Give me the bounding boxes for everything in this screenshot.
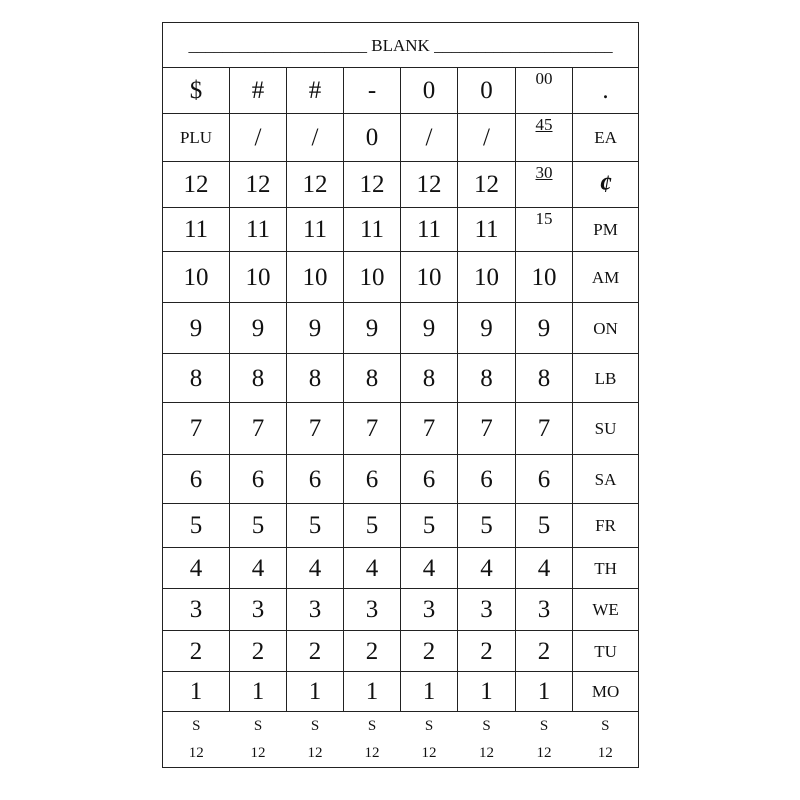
cell-text: 6 (422, 465, 436, 493)
grid-cell (230, 403, 287, 455)
grid-cell (344, 303, 401, 354)
grid-cell (516, 672, 573, 712)
cell-text: MO (591, 682, 620, 701)
cell-text: 10 (245, 263, 271, 291)
cell-text: 7 (480, 415, 493, 442)
grid-row (163, 303, 639, 354)
grid-cell (573, 548, 639, 589)
cell-text: 10 (416, 263, 442, 291)
grid-cell (573, 252, 639, 303)
cell-text: 1 (189, 678, 203, 705)
grid-cell (401, 631, 458, 672)
cell-text: 30 (535, 163, 553, 182)
cell-text: 0 (365, 124, 379, 151)
grid-cell (573, 354, 639, 403)
minute-cell (516, 114, 573, 162)
grid-cell (516, 455, 573, 504)
cell-text: 3 (189, 596, 203, 623)
grid-cell (458, 589, 516, 631)
grid-row (163, 68, 639, 114)
grid-cell (230, 504, 287, 548)
grid-cell (458, 548, 516, 589)
cell-text: 11 (474, 216, 499, 243)
cell-text: 8 (251, 364, 265, 392)
cell-text: 2 (308, 637, 322, 665)
cell-text: 00 (535, 69, 553, 88)
grid-cell (458, 114, 516, 162)
grid-row (163, 455, 639, 504)
cell-text: 5 (422, 512, 436, 539)
grid-cell (401, 252, 458, 303)
grid-cell (573, 114, 639, 162)
cell-text: 1 (422, 678, 436, 705)
grid-cell (287, 403, 344, 455)
grid-cell (230, 162, 287, 208)
grid-cell (344, 504, 401, 548)
grid-cell (163, 303, 230, 354)
footer-top-text: S (310, 718, 320, 735)
grid-cell (573, 303, 639, 354)
cell-text: 9 (537, 314, 551, 342)
cell-text: 4 (251, 554, 265, 582)
cell-text: 7 (251, 415, 265, 442)
cell-text: ¢ (599, 171, 612, 198)
cell-text: TH (594, 558, 617, 578)
grid-row (163, 162, 639, 208)
cell-text: 5 (308, 512, 322, 539)
grid-cell (516, 589, 573, 631)
grid-cell (458, 208, 516, 252)
cell-text: 9 (480, 314, 493, 342)
grid-cell (163, 252, 230, 303)
blank-line-left: _____________________ (188, 35, 367, 55)
grid-cell (573, 589, 639, 631)
grid-row (163, 114, 639, 162)
grid-cell (163, 589, 230, 631)
footer-bottom-text: 12 (250, 744, 266, 761)
cell-text: 12 (245, 171, 271, 198)
cell-text: 9 (365, 314, 379, 342)
cell-text: 9 (422, 314, 436, 342)
cell-text: 10 (531, 263, 557, 291)
cell-text: 4 (537, 554, 551, 582)
grid-cell (344, 455, 401, 504)
cell-text: 6 (251, 465, 265, 493)
cell-text: 4 (189, 554, 203, 582)
footer-bottom-text: 12 (307, 744, 323, 761)
grid-cell (401, 589, 458, 631)
minute-cell (516, 68, 573, 114)
header-row (163, 23, 639, 68)
cell-text: 8 (308, 364, 322, 392)
grid-row (163, 504, 639, 548)
cell-text: 8 (537, 364, 551, 392)
footer-cell (287, 712, 344, 768)
grid-cell (401, 672, 458, 712)
grid-cell (401, 114, 458, 162)
grid-cell (163, 631, 230, 672)
cell-text: 5 (251, 512, 265, 539)
cell-text: PM (593, 220, 618, 239)
cell-text: 7 (365, 415, 379, 442)
grid-cell (163, 455, 230, 504)
grid-cell (401, 548, 458, 589)
grid-cell (287, 68, 344, 114)
cell-text: 1 (308, 678, 322, 705)
grid-cell (230, 354, 287, 403)
cell-text: / (483, 124, 490, 151)
blank-title-cell (163, 23, 639, 68)
footer-cell (573, 712, 639, 768)
cell-text: SU (594, 419, 617, 438)
cell-text: AM (591, 267, 620, 287)
grid-cell (573, 68, 639, 114)
grid-cell (287, 548, 344, 589)
cell-text: 4 (480, 554, 493, 582)
grid-cell (163, 162, 230, 208)
grid-cell (573, 631, 639, 672)
grid-cell (344, 403, 401, 455)
cell-text: 6 (537, 465, 551, 493)
cell-text: 45 (535, 115, 553, 134)
cell-text: FR (595, 516, 616, 535)
grid-cell (458, 455, 516, 504)
footer-bottom-text: 12 (597, 744, 613, 761)
cell-text: 5 (365, 512, 379, 539)
cell-text: 7 (422, 415, 436, 442)
footer-top-text: S (539, 718, 549, 735)
grid-row (163, 208, 639, 252)
grid-cell (230, 68, 287, 114)
grid-cell (287, 354, 344, 403)
grid-row (163, 548, 639, 589)
grid-cell (458, 354, 516, 403)
grid-cell (516, 548, 573, 589)
cell-text: 2 (251, 637, 265, 665)
grid-cell (163, 403, 230, 455)
cell-text: ON (593, 318, 618, 338)
footer-top-text: S (424, 718, 434, 735)
grid-cell (573, 403, 639, 455)
blank-line-right: _____________________ (434, 35, 613, 55)
cell-text: PLU (179, 128, 213, 147)
minute-cell (516, 208, 573, 252)
cell-text: WE (592, 600, 619, 619)
grid-cell (344, 208, 401, 252)
grid-cell (230, 548, 287, 589)
cell-text: LB (594, 368, 617, 388)
footer-top-text: S (367, 718, 377, 735)
cell-text: 3 (537, 596, 551, 623)
grid-cell (230, 672, 287, 712)
footer-bottom-text: 12 (188, 744, 204, 761)
grid-cell (163, 504, 230, 548)
footer-bottom-text: 12 (536, 744, 552, 761)
cell-text: 5 (537, 512, 551, 539)
grid-cell (458, 303, 516, 354)
grid-row (163, 354, 639, 403)
cell-text: 5 (480, 512, 493, 539)
cell-text: 0 (422, 77, 436, 104)
grid-cell (516, 252, 573, 303)
cell-text: 2 (422, 637, 436, 665)
grid-cell (163, 548, 230, 589)
grid-cell (230, 589, 287, 631)
grid-cell (230, 114, 287, 162)
cell-text: 7 (308, 415, 322, 442)
grid-cell (516, 504, 573, 548)
cell-text: 5 (189, 512, 203, 539)
cell-text: 7 (537, 415, 551, 442)
cell-text: 1 (480, 678, 493, 705)
cell-text: 3 (422, 596, 436, 623)
grid-cell (287, 114, 344, 162)
grid-row (163, 672, 639, 712)
footer-top-text: S (253, 718, 263, 735)
footer-cell (230, 712, 287, 768)
grid-cell (163, 672, 230, 712)
cell-text: 1 (365, 678, 379, 705)
cell-text: 6 (480, 465, 493, 493)
grid-cell (458, 672, 516, 712)
grid-cell (287, 589, 344, 631)
grid-cell (230, 252, 287, 303)
grid-cell (344, 114, 401, 162)
cell-text: 3 (251, 596, 265, 623)
grid-cell (401, 504, 458, 548)
cell-text: 2 (537, 637, 551, 665)
cell-text: / (311, 124, 319, 151)
footer-bottom-text: 12 (479, 744, 494, 761)
cell-text: / (425, 124, 433, 151)
grid-cell (344, 354, 401, 403)
grid-cell (573, 672, 639, 712)
cell-text: - (367, 77, 377, 104)
cell-text: 11 (359, 216, 385, 243)
cell-text: 3 (365, 596, 379, 623)
cell-text: 6 (189, 465, 203, 493)
footer-top-text: S (482, 718, 491, 735)
cell-text: 10 (474, 263, 499, 291)
cell-text: 1 (537, 678, 551, 705)
cell-text: SA (594, 469, 617, 489)
grid-cell (163, 68, 230, 114)
grid-cell (344, 68, 401, 114)
cell-text: # (251, 77, 265, 104)
grid-cell (163, 114, 230, 162)
grid-cell (401, 68, 458, 114)
cell-text: 3 (308, 596, 322, 623)
cell-text: 4 (308, 554, 322, 582)
cell-text: 11 (245, 216, 271, 243)
cell-text: 8 (365, 364, 379, 392)
grid-cell (401, 303, 458, 354)
cell-text: 2 (365, 637, 379, 665)
footer-bottom-text: 12 (364, 744, 380, 761)
grid-cell (401, 162, 458, 208)
blank-title: BLANK (371, 35, 430, 55)
grid-row (163, 589, 639, 631)
grid-cell (287, 208, 344, 252)
cell-text: 12 (183, 171, 209, 198)
cell-text: EA (594, 128, 617, 147)
cell-text: 7 (189, 415, 203, 442)
grid-row (163, 631, 639, 672)
grid-row (163, 252, 639, 303)
grid-cell (287, 631, 344, 672)
grid-cell (230, 208, 287, 252)
grid-cell (516, 354, 573, 403)
grid-cell (287, 672, 344, 712)
minute-cell (516, 162, 573, 208)
footer-cell (458, 712, 516, 768)
cell-text: 10 (183, 263, 209, 291)
cell-text: 11 (416, 216, 442, 243)
grid-cell (458, 68, 516, 114)
grid-cell (458, 504, 516, 548)
cell-text: 12 (302, 171, 328, 198)
cell-text: 9 (308, 314, 322, 342)
grid-cell (458, 631, 516, 672)
cell-text: 6 (308, 465, 322, 493)
cell-text: 1 (251, 678, 265, 705)
grid-cell (516, 303, 573, 354)
grid-cell (516, 631, 573, 672)
cell-text: 8 (422, 364, 436, 392)
footer-top-text: S (601, 718, 610, 735)
grid-cell (401, 354, 458, 403)
footer-bottom-text: 12 (421, 744, 437, 761)
cell-text: 12 (359, 171, 385, 198)
grid-cell (344, 162, 401, 208)
cell-text: 9 (189, 314, 203, 342)
footer-cell (344, 712, 401, 768)
cell-text: 6 (365, 465, 379, 493)
grid-cell (287, 504, 344, 548)
cell-text: 10 (359, 263, 385, 291)
cell-text: 8 (480, 364, 493, 392)
grid-cell (573, 504, 639, 548)
grid-cell (573, 455, 639, 504)
price-label-grid (162, 22, 639, 768)
grid-cell (573, 208, 639, 252)
cell-text: 15 (535, 209, 553, 228)
cell-text: 4 (365, 554, 379, 582)
cell-text: $ (189, 77, 203, 104)
grid-cell (163, 354, 230, 403)
cell-text: 12 (474, 171, 499, 198)
grid-cell (230, 455, 287, 504)
cell-text: TU (594, 641, 617, 661)
cell-text: 8 (189, 364, 203, 392)
cell-text: 10 (302, 263, 328, 291)
grid-cell (573, 162, 639, 208)
grid-cell (401, 208, 458, 252)
grid-cell (401, 455, 458, 504)
footer-top-text: S (192, 718, 201, 735)
cell-text: 11 (302, 216, 328, 243)
cell-text: 2 (480, 637, 493, 665)
grid-cell (344, 631, 401, 672)
cell-text: 11 (183, 216, 209, 243)
cell-text: 9 (251, 314, 265, 342)
cell-text: 3 (480, 596, 493, 623)
grid-cell (458, 403, 516, 455)
cell-text: 2 (189, 637, 203, 665)
cell-text: # (308, 77, 322, 104)
grid-cell (287, 252, 344, 303)
footer-cell (516, 712, 573, 768)
footer-row (163, 712, 639, 768)
grid-cell (287, 455, 344, 504)
grid-cell (287, 162, 344, 208)
cell-text: 4 (422, 554, 436, 582)
cell-text: 12 (416, 171, 442, 198)
grid-cell (458, 252, 516, 303)
grid-cell (458, 162, 516, 208)
cell-text: 0 (480, 77, 493, 104)
cell-text: / (254, 124, 262, 151)
grid-cell (287, 303, 344, 354)
grid-cell (344, 548, 401, 589)
grid-cell (516, 403, 573, 455)
footer-cell (163, 712, 230, 768)
footer-cell (401, 712, 458, 768)
grid-cell (230, 303, 287, 354)
grid-row (163, 403, 639, 455)
grid-cell (344, 252, 401, 303)
grid-cell (344, 672, 401, 712)
cell-text: . (602, 77, 609, 104)
grid-cell (344, 589, 401, 631)
grid-cell (230, 631, 287, 672)
grid-cell (163, 208, 230, 252)
grid-cell (401, 403, 458, 455)
